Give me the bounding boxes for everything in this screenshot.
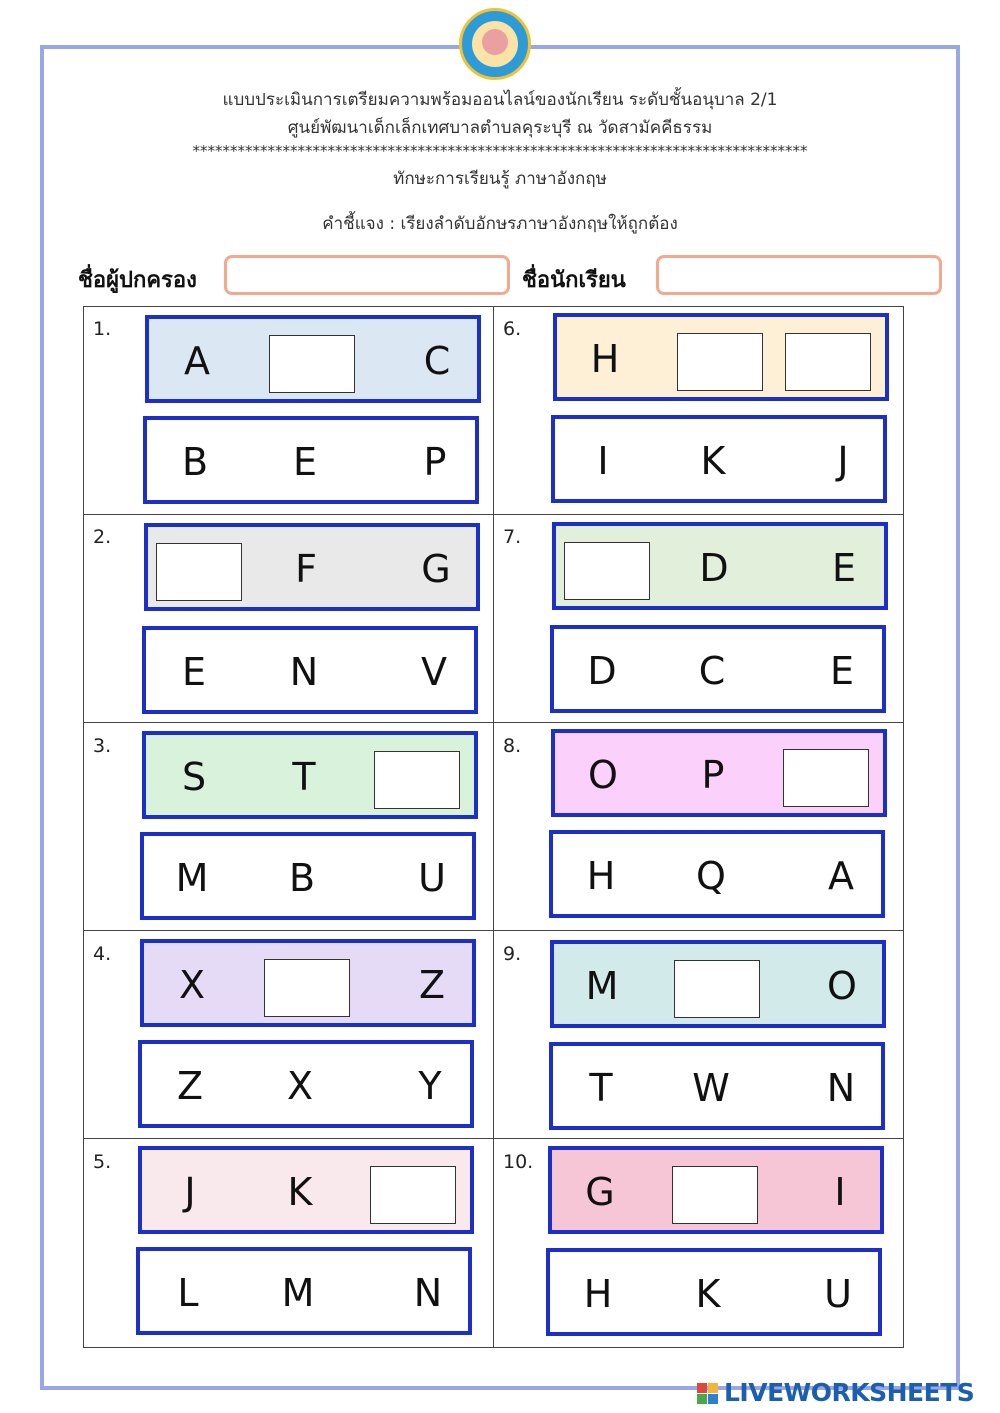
choice-letter[interactable]: W [692,1066,730,1110]
question-number: 3. [93,735,112,757]
logo-figure [482,29,508,55]
sequence-letter: X [178,963,206,1007]
sequence-letter: J [184,1170,196,1214]
choice-letter[interactable]: K [695,1272,721,1316]
choice-box [549,1042,885,1130]
answer-blank[interactable] [674,960,760,1018]
liveworksheets-watermark: LIVEWORKSHEETS [724,1378,975,1407]
choice-letter[interactable]: M [281,1271,315,1315]
question-number: 10. [503,1151,534,1173]
student-name-label: ชื่อนักเรียน [522,268,626,293]
parent-name-input[interactable] [224,255,510,295]
question-number: 8. [503,735,522,757]
sequence-box [548,1146,884,1234]
choice-letter[interactable]: Z [176,1064,204,1108]
student-name-input[interactable] [656,255,942,295]
choice-letter[interactable]: X [286,1064,314,1108]
answer-blank[interactable] [156,543,242,601]
choice-box [138,1040,474,1128]
answer-blank[interactable] [783,749,869,807]
header-instruction: คำชี้แจง : เรียงลำดับอักษรภาษาอังกฤษให้ถูกต้อง [322,214,678,234]
answer-blank[interactable] [264,959,350,1017]
question-number: 7. [503,526,522,548]
sequence-letter: C [423,339,451,383]
sequence-letter: P [701,753,725,797]
answer-blank[interactable] [672,1166,758,1224]
choice-letter[interactable]: E [181,650,206,694]
choice-letter[interactable]: U [418,856,446,900]
sequence-letter: T [292,755,316,799]
sequence-letter: H [590,337,620,381]
choice-box [142,626,478,714]
choice-letter[interactable]: M [175,856,209,900]
header-subject: ทักษะการเรียนรู้ ภาษาอังกฤษ [393,169,607,189]
choice-letter[interactable]: L [177,1271,199,1315]
answer-blank[interactable] [370,1166,456,1224]
sequence-letter: S [181,755,207,799]
choice-letter[interactable]: B [181,440,209,484]
choice-letter[interactable]: N [413,1271,443,1315]
choice-letter[interactable]: H [586,854,616,898]
sequence-letter: Z [418,963,446,1007]
sequence-letter: M [585,964,619,1008]
choice-letter[interactable]: B [288,856,316,900]
choice-box [551,415,887,503]
sequence-box [138,1146,474,1234]
grid-row-line [83,514,904,515]
choice-box [143,416,479,504]
choice-letter[interactable]: K [700,439,726,483]
choice-letter[interactable]: D [587,649,617,693]
choice-letter[interactable]: A [828,854,854,898]
grid-divider [493,306,494,1348]
question-number: 4. [93,943,112,965]
choice-letter[interactable]: C [698,649,726,693]
sequence-letter: F [295,547,317,591]
choice-letter[interactable]: P [423,440,447,484]
choice-letter[interactable]: J [837,439,849,483]
choice-box [140,832,476,920]
question-number: 5. [93,1151,112,1173]
choice-letter[interactable]: U [824,1272,852,1316]
grid-row-line [83,722,904,723]
choice-letter[interactable]: H [583,1272,613,1316]
sequence-letter: E [831,546,856,590]
question-number: 6. [503,318,522,340]
choice-letter[interactable]: Y [418,1064,442,1108]
answer-blank[interactable] [374,751,460,809]
sequence-letter: D [699,546,729,590]
sequence-letter: O [588,753,618,797]
choice-letter[interactable]: N [289,650,319,694]
sequence-box [144,523,480,611]
choice-box [550,625,886,713]
parent-name-label: ชื่อผู้ปกครอง [78,268,197,293]
sequence-letter: G [585,1170,615,1214]
sequence-box [552,522,888,610]
header-school: ศูนย์พัฒนาเด็กเล็กเทศบาลตำบลคุระบุรี ณ วัดสามัคคีธรรม [287,118,713,138]
header-divider: ********************************************************************************** [192,142,808,160]
sequence-box [142,731,478,819]
sequence-box [140,939,476,1027]
choice-box [546,1248,882,1336]
school-logo [459,8,531,80]
choice-letter[interactable]: E [829,649,854,693]
header-title: แบบประเมินการเตรียมความพร้อมออนไลน์ของนักเรียน ระดับชั้นอนุบาล 2/1 [222,90,778,110]
choice-letter[interactable]: Q [696,854,726,898]
sequence-box [550,940,886,1028]
sequence-letter: O [827,964,857,1008]
choice-letter[interactable]: E [292,440,317,484]
answer-blank[interactable] [269,335,355,393]
sequence-letter: A [184,339,210,383]
question-number: 1. [93,318,112,340]
answer-blank[interactable] [564,542,650,600]
choice-letter[interactable]: T [589,1066,613,1110]
question-number: 9. [503,943,522,965]
sequence-box [551,729,887,817]
grid-row-line [83,1138,904,1139]
sequence-box [145,315,481,403]
choice-box [136,1247,472,1335]
question-number: 2. [93,526,112,548]
choice-letter[interactable]: N [826,1066,856,1110]
choice-letter[interactable]: V [421,650,447,694]
sequence-letter: I [834,1170,846,1214]
sequence-box [553,313,889,401]
answer-blank[interactable] [677,333,763,391]
liveworksheets-logo-icon [697,1383,719,1405]
grid-row-line [83,930,904,931]
choice-letter[interactable]: I [597,439,609,483]
choice-box [549,830,885,918]
sequence-letter: G [421,547,451,591]
sequence-letter: K [287,1170,313,1214]
answer-blank[interactable] [785,333,871,391]
